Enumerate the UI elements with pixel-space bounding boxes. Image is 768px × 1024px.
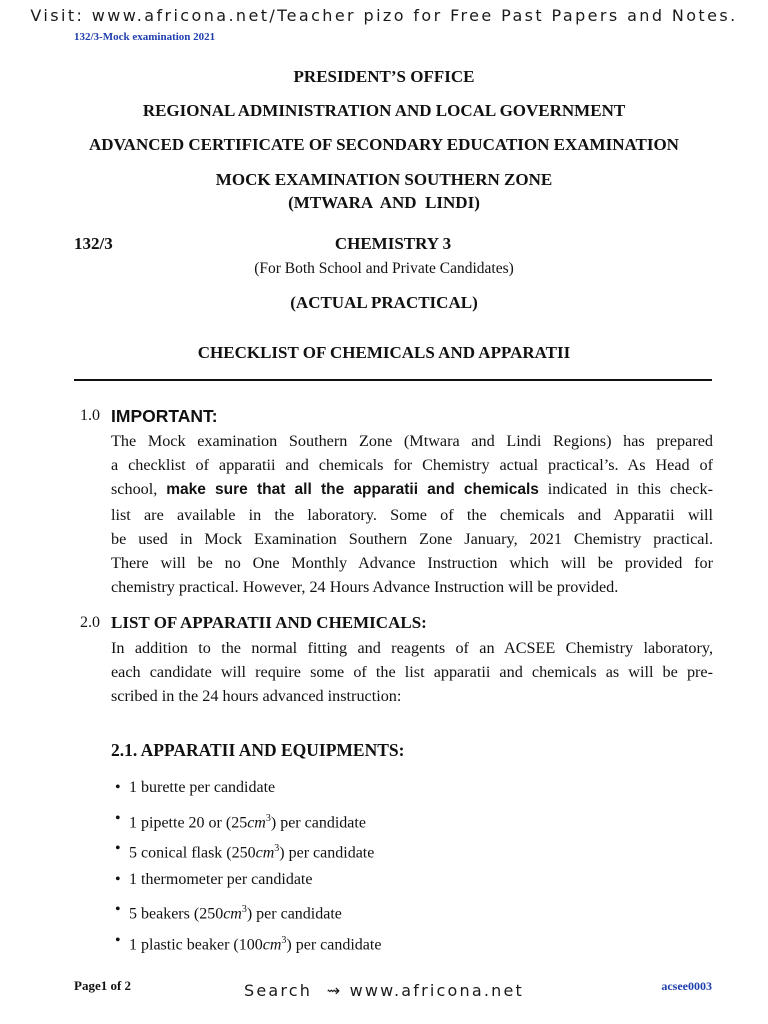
- footer-document-code: acsee0003: [661, 979, 712, 993]
- section-1-line: There will be no One Monthly Advance Instruction which will be provided for: [111, 554, 713, 573]
- section-2-title: LIST OF APPARATII AND CHEMICALS:: [111, 613, 427, 632]
- title-regions: (MTWARA AND LINDI): [288, 193, 480, 212]
- candidates-note: (For Both School and Private Candidates): [254, 260, 514, 277]
- section-2-number: 2.0: [80, 614, 100, 631]
- subject-code: 132/3: [74, 234, 113, 253]
- apparatus-list: [129, 776, 381, 960]
- section-1-paragraph: [111, 429, 713, 599]
- section-2-line: scribed in the 24 hours advanced instruction:: [111, 687, 402, 706]
- header-exam-reference: 132/3-Mock examination 2021: [74, 31, 216, 43]
- list-item: • 5 conical flask $(250cm^3)$ per candidate: [129, 837, 381, 868]
- section-1-title: IMPORTANT:: [111, 406, 218, 426]
- website-banner: Visit: www.africona.net/Teacher pizo for Free Past Papers and Notes.: [30, 6, 738, 25]
- checklist-title: CHECKLIST OF CHEMICALS AND APPARATII: [197, 343, 571, 362]
- section-2-line: In addition to the normal fitting and reagents of an ACSEE Chemistry laboratory,: [111, 639, 713, 657]
- title-office: PRESIDENT’S OFFICE: [293, 67, 475, 86]
- exam-mode: (ACTUAL PRACTICAL): [290, 293, 478, 312]
- divider-rule: [74, 379, 712, 381]
- section-2-line: each candidate will require some of the list apparatii and chemicals as will be pre-: [111, 663, 713, 682]
- title-zone: MOCK EXAMINATION SOUTHERN ZONE: [215, 170, 553, 189]
- section-1-line: The Mock examination Southern Zone (Mtwara and Lindi Regions) has prepared: [111, 432, 713, 450]
- title-ministry: REGIONAL ADMINISTRATION AND LOCAL GOVERNMENT: [142, 101, 626, 120]
- list-item: • 1 plastic beaker $(100cm^3)$ per candidate: [129, 929, 381, 960]
- subject-row: [74, 234, 712, 256]
- footer-page-number: Page1 of 2: [74, 978, 132, 993]
- section-1-line: a checklist of apparatii and chemicals for Chemistry actual practical’s. As Head of: [111, 456, 713, 475]
- footer-search-banner: Search ⇝ www.africona.net: [243, 981, 525, 1000]
- list-item: • 1 burette per candidate: [129, 776, 381, 807]
- subsection-title: 2.1. APPARATII AND EQUIPMENTS:: [111, 740, 405, 760]
- list-item: • 5 beakers $(250cm^3)$ per candidate: [129, 898, 381, 929]
- list-item: • 1 pipette 20 or $(25cm^3)$ per candidate: [129, 807, 381, 838]
- section-1-line: chemistry practical. However, 24 Hours Advance Instruction will be provided.: [111, 578, 619, 597]
- title-exam: ADVANCED CERTIFICATE OF SECONDARY EDUCATION EXAMINATION: [89, 135, 679, 154]
- emphasis-phrase: make sure that all the apparatii and chemicals: [166, 481, 539, 499]
- section-1-number: 1.0: [80, 407, 100, 424]
- section-1-line: be used in Mock Examination Southern Zone January, 2021 Chemistry practical.: [111, 529, 713, 548]
- list-item: • 1 thermometer per candidate: [129, 868, 381, 899]
- section-1-line: school, make sure that all the apparatii and chemicals indicated in this check-: [111, 480, 713, 499]
- section-2-paragraph: [111, 636, 713, 709]
- section-1-line: list are available in the laboratory. Some of the chemicals and Apparatii will: [111, 505, 713, 524]
- subject-name: CHEMISTRY 3: [334, 234, 452, 253]
